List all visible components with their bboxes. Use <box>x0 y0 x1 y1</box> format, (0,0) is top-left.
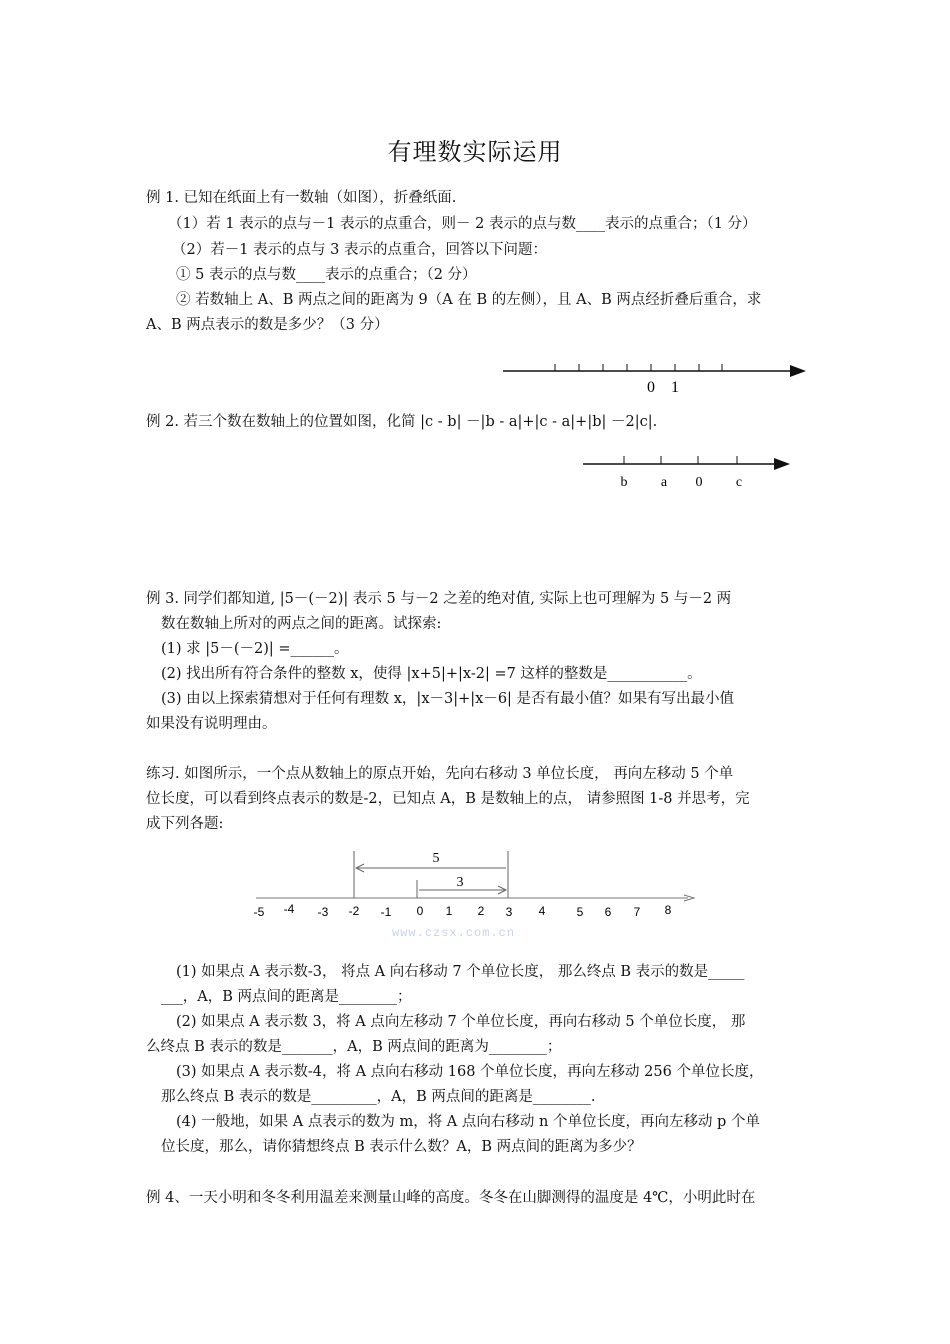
practice-q2-line2: 么终点 B 表示的数是_______，A，B 两点间的距离为________； <box>146 1039 562 1055</box>
practice-tick-label: 6 <box>604 905 612 919</box>
ex2-axis-label-b: b <box>620 475 628 490</box>
practice-tick-label: -3 <box>317 905 329 919</box>
practice-line2: 位长度，可以看到终点表示的数是-2，已知点 A，B 是数轴上的点， 请参照图 1-8 并思考，完 <box>146 791 750 807</box>
ex1-axis-label-0: 0 <box>647 379 655 396</box>
watermark: www.czsx.com.cn <box>392 926 516 940</box>
ex4-line1: 例 4、一天小明和冬冬利用温差来测量山峰的高度。冬冬在山脚测得的温度是 4℃，小明此时在 <box>146 1190 756 1206</box>
ex1-line5: ② 若数轴上 A、B 两点之间的距离为 9（A 在 B 的左侧），且 A、B 两点经折叠后重合，求 <box>176 292 762 308</box>
ex1-number-line <box>503 364 806 377</box>
ex2-line1: 例 2. 若三个数在数轴上的位置如图，化简 |c - b| －|b - a|+|c - a|+|b| －2|c|. <box>146 414 658 430</box>
ex1-line3: （2）若－1 表示的点与 3 表示的点重合，回答以下问题： <box>172 242 548 258</box>
ex1-axis-label-1: 1 <box>671 379 679 396</box>
practice-q1-line1: (1) 如果点 A 表示数-3， 将点 A 向右移动 7 个单位长度， 那么终点 B 表示的数是_____ <box>176 964 745 980</box>
page-title: 有理数实际运用 <box>387 138 563 166</box>
practice-tick-label: 3 <box>505 905 513 919</box>
practice-tick-label: 5 <box>576 905 584 919</box>
practice-tick-label: -5 <box>253 905 265 919</box>
practice-tick-label: -2 <box>348 904 360 918</box>
practice-number-line <box>256 851 694 901</box>
practice-tick-label: -1 <box>380 905 392 919</box>
ex2-axis-label-0: 0 <box>695 475 703 490</box>
ex1-line2: （1）若 1 表示的点与－1 表示的点重合，则－ 2 表示的点与数____表示的点重合；（1 分） <box>168 216 757 232</box>
practice-tick-label: 0 <box>416 904 424 918</box>
ex3-line5: (3) 由以上探索猜想对于任何有理数 x，|x－3|+|x－6| 是否有最小值？如果有写出最小值 <box>161 691 735 707</box>
practice-tick-label: 7 <box>633 905 641 919</box>
practice-q4-line2: 位长度，那么，请你猜想终点 B 表示什么数？A，B 两点间的距离为多少？ <box>161 1139 642 1155</box>
practice-tick-label: 4 <box>538 904 546 918</box>
ex3-line4: (2) 找出所有符合条件的整数 x，使得 |x+5|+|x-2| =7 这样的整数是___________。 <box>161 666 702 682</box>
ex3-line1: 例 3. 同学们都知道, |5－(－2)| 表示 5 与－2 之差的绝对值, 实际上也可理解为 5 与－2 两 <box>146 591 732 607</box>
practice-tick-label: -4 <box>283 902 295 916</box>
ex1-line6: A、B 两点表示的数是多少？（3 分） <box>146 317 389 333</box>
ex1-line1: 例 1. 已知在纸面上有一数轴（如图），折叠纸面. <box>146 190 457 206</box>
practice-q3-line2: 那么终点 B 表示的数是_________，A，B 两点间的距离是________. <box>161 1089 596 1105</box>
practice-tick-label: 8 <box>664 903 672 917</box>
ex3-line6: 如果没有说明理由。 <box>146 716 277 732</box>
ex3-line2: 数在数轴上所对的两点之间的距离。试探索: <box>161 616 442 632</box>
practice-label-5: 5 <box>432 851 440 866</box>
practice-line3: 成下列各题: <box>146 816 224 832</box>
practice-tick-label: 1 <box>445 904 453 918</box>
practice-line1: 练习. 如图所示，一个点从数轴上的原点开始，先向右移动 3 单位长度， 再向左移动 5 个单 <box>146 766 734 782</box>
practice-q1-line2: ___，A，B 两点间的距离是________； <box>161 989 412 1005</box>
practice-tick-label: 2 <box>477 904 485 918</box>
ex1-line4: ① 5 表示的点与数____表示的点重合；（2 分） <box>176 267 477 283</box>
practice-q3-line1: (3) 如果点 A 表示数-4，将 A 点向右移动 168 个单位长度，再向左移动 256 个单位长度， <box>176 1064 764 1080</box>
practice-label-3: 3 <box>456 875 464 890</box>
ex2-number-line <box>583 456 790 470</box>
ex2-axis-label-c: c <box>735 475 743 490</box>
practice-q4-line1: (4) 一般地，如果 A 点表示的数为 m，将 A 点向右移动 n 个单位长度，再向左移动 p 个单 <box>176 1114 760 1130</box>
ex3-line3: (1) 求 |5－(－2)| =______。 <box>161 641 349 657</box>
practice-q2-line1: (2) 如果点 A 表示数 3，将 A 点向左移动 7 个单位长度，再向右移动 5 个单位长度， 那 <box>176 1014 746 1030</box>
ex2-axis-label-a: a <box>660 475 668 490</box>
